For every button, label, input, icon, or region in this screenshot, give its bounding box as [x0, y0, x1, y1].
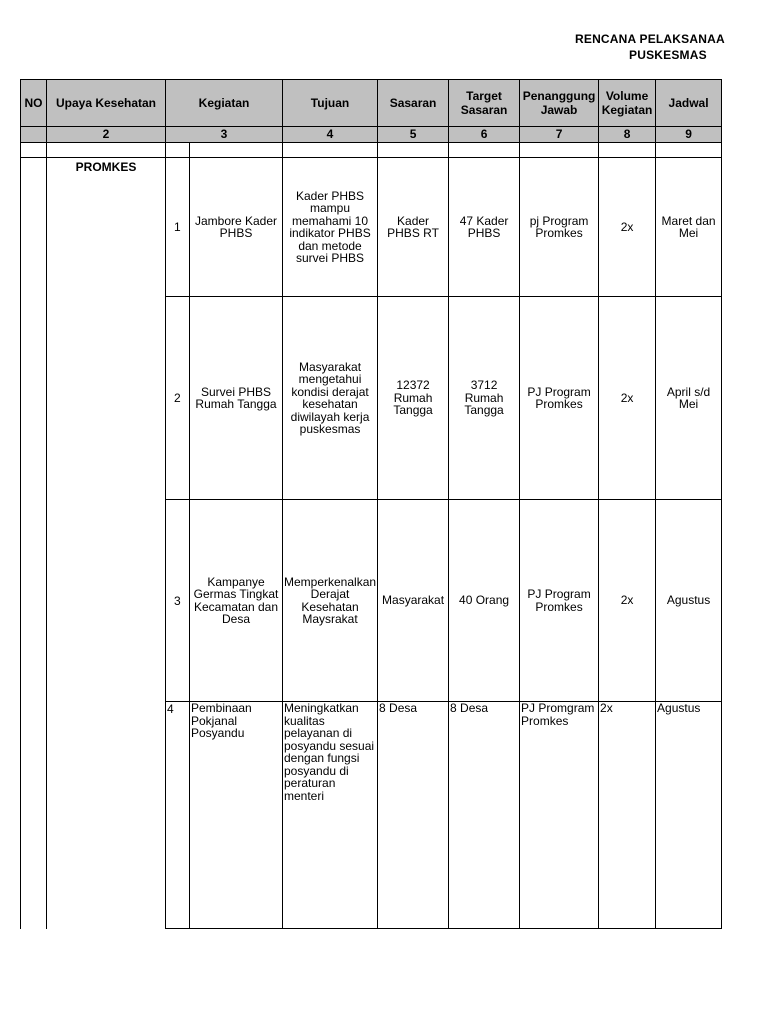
tujuan-cell: Memperkenalkan Derajat Kesehatan Maysrakat — [283, 500, 378, 702]
spacer-row — [21, 143, 722, 158]
column-number: 7 — [520, 127, 599, 143]
row-number: 4 — [166, 702, 190, 929]
column-number: 8 — [599, 127, 656, 143]
pj-cell: PJ Promgram Promkes — [520, 702, 599, 929]
sasaran-cell: 12372 Rumah Tangga — [378, 297, 449, 500]
section-label: PROMKES — [47, 158, 166, 929]
header-row — [21, 80, 722, 127]
pj-cell: pj Program Promkes — [520, 158, 599, 297]
header-volume: Volume Kegiatan — [599, 80, 656, 127]
jadwal-cell: Agustus — [656, 702, 722, 929]
column-number: 3 — [166, 127, 283, 143]
table-row — [21, 158, 722, 297]
kegiatan-cell: Pembinaan Pokjanal Posyandu — [190, 702, 283, 929]
row-number: 2 — [166, 297, 190, 500]
no-cell — [21, 158, 47, 929]
target-cell: 3712 Rumah Tangga — [449, 297, 520, 500]
document-subtitle: PUSKESMAS — [629, 48, 707, 62]
header-tujuan: Tujuan — [283, 80, 378, 127]
sasaran-cell: Masyarakat — [378, 500, 449, 702]
tujuan-cell: Kader PHBS mampu memahami 10 indikator PHBS dan metode survei PHBS — [283, 158, 378, 297]
target-cell: 40 Orang — [449, 500, 520, 702]
row-number: 1 — [166, 158, 190, 297]
row-number: 3 — [166, 500, 190, 702]
target-cell: 47 Kader PHBS — [449, 158, 520, 297]
plan-table — [20, 79, 722, 929]
target-cell: 8 Desa — [449, 702, 520, 929]
column-number-blank — [21, 127, 47, 143]
kegiatan-cell: Jambore Kader PHBS — [190, 158, 283, 297]
kegiatan-cell: Kampanye Germas Tingkat Kecamatan dan Desa — [190, 500, 283, 702]
volume-cell: 2x — [599, 297, 656, 500]
tujuan-cell: Meningkatkan kualitas pelayanan di posyandu sesuai dengan fungsi posyandu di peraturan menteri — [283, 702, 378, 929]
jadwal-cell: Maret dan Mei — [656, 158, 722, 297]
pj-cell: PJ Program Promkes — [520, 297, 599, 500]
pj-cell: PJ Program Promkes — [520, 500, 599, 702]
volume-cell: 2x — [599, 702, 656, 929]
header-pj: Penanggung Jawab — [520, 80, 599, 127]
header-jadwal: Jadwal — [656, 80, 722, 127]
tujuan-cell: Masyarakat mengetahui kondisi derajat kesehatan diwilayah kerja puskesmas — [283, 297, 378, 500]
jadwal-cell: April s/d Mei — [656, 297, 722, 500]
sasaran-cell: Kader PHBS RT — [378, 158, 449, 297]
header-target: Target Sasaran — [449, 80, 520, 127]
column-number: 4 — [283, 127, 378, 143]
column-number: 2 — [47, 127, 166, 143]
column-number: 5 — [378, 127, 449, 143]
volume-cell: 2x — [599, 500, 656, 702]
header-no: NO — [21, 80, 47, 127]
sasaran-cell: 8 Desa — [378, 702, 449, 929]
kegiatan-cell: Survei PHBS Rumah Tangga — [190, 297, 283, 500]
document-title: RENCANA PELAKSANAA — [575, 32, 725, 46]
header-kegiatan: Kegiatan — [166, 80, 283, 127]
header-sasaran: Sasaran — [378, 80, 449, 127]
column-number: 6 — [449, 127, 520, 143]
header-upaya: Upaya Kesehatan — [47, 80, 166, 127]
jadwal-cell: Agustus — [656, 500, 722, 702]
volume-cell: 2x — [599, 158, 656, 297]
column-number: 9 — [656, 127, 722, 143]
column-number-row — [21, 127, 722, 143]
